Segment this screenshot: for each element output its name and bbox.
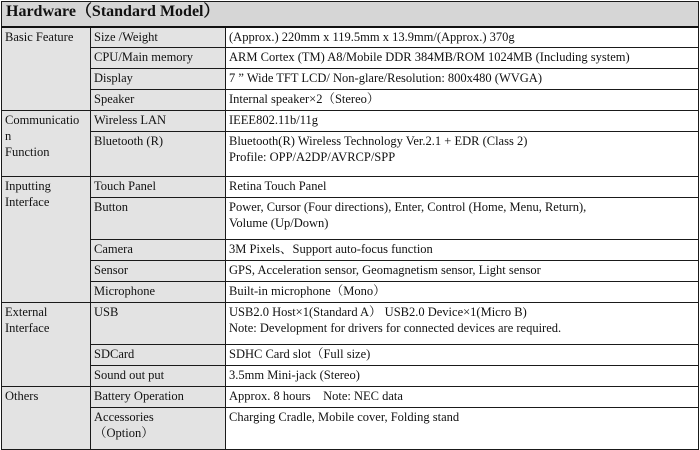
item-label: Sensor: [94, 263, 129, 277]
value-cell: [226, 282, 699, 303]
item-label: Speaker: [94, 92, 135, 106]
value-cell: [226, 132, 699, 177]
value-text: Power, Cursor (Four directions), Enter, Control (Home, Menu, Return), Volume (Up/Down): [229, 200, 587, 230]
table-row: [2, 90, 699, 111]
item-cell: [91, 303, 226, 345]
item-label: USB: [94, 305, 119, 319]
value-text: Retina Touch Panel: [229, 179, 327, 193]
item-label: Wireless LAN: [94, 113, 167, 127]
item-cell: [91, 240, 226, 261]
item-cell: [91, 366, 226, 387]
spec-table-body: [2, 27, 699, 450]
value-cell: [226, 198, 699, 240]
item-cell: [91, 387, 226, 408]
value-cell: [226, 177, 699, 198]
value-cell: [226, 261, 699, 282]
value-text: Approx. 8 hours Note: NEC data: [229, 389, 403, 403]
category-label: External Interface: [5, 305, 50, 335]
value-cell: [226, 303, 699, 345]
category-cell: [2, 27, 91, 111]
value-cell: [226, 111, 699, 132]
item-cell: [91, 345, 226, 366]
category-label: Basic Feature: [5, 29, 74, 44]
item-label: Display: [94, 71, 133, 85]
category-cell: [2, 303, 91, 387]
value-text: Internal speaker×2（Stereo）: [229, 92, 380, 106]
item-cell: [91, 261, 226, 282]
value-text: 3.5mm Mini-jack (Stereo): [229, 368, 360, 382]
hardware-spec-table: [1, 1, 699, 450]
value-text: IEEE802.11b/11g: [229, 113, 318, 127]
value-cell: [226, 27, 699, 48]
value-text: GPS, Acceleration sensor, Geomagnetism sensor, Light sensor: [229, 263, 541, 277]
item-label: Accessories （Option）: [94, 410, 154, 440]
category-label: Communicatio n Function: [5, 113, 80, 159]
table-row: [2, 240, 699, 261]
table-row: [2, 408, 699, 450]
table-row: [2, 111, 699, 132]
value-cell: [226, 408, 699, 450]
item-label: Camera: [94, 242, 133, 256]
table-row: [2, 303, 699, 345]
item-label: Button: [94, 200, 129, 214]
item-cell: [91, 69, 226, 90]
item-label: Size /Weight: [94, 29, 158, 44]
category-cell: [2, 111, 91, 177]
value-text: 3M Pixels、Support auto-focus function: [229, 242, 433, 256]
category-cell: [2, 177, 91, 303]
item-label: SDCard: [94, 347, 135, 361]
value-text: Charging Cradle, Mobile cover, Folding stand: [229, 410, 460, 424]
value-text: 7 ” Wide TFT LCD/ Non-glare/Resolution: 800x480 (WVGA): [229, 71, 543, 85]
category-cell: [2, 387, 91, 450]
table-row: [2, 27, 699, 48]
table-row: [2, 261, 699, 282]
table-row: [2, 132, 699, 177]
table-row: [2, 48, 699, 69]
table-row: [2, 69, 699, 90]
table-row: [2, 177, 699, 198]
item-cell: [91, 282, 226, 303]
value-cell: [226, 48, 699, 69]
table-row: [2, 198, 699, 240]
value-cell: [226, 366, 699, 387]
value-cell: [226, 345, 699, 366]
value-cell: [226, 387, 699, 408]
item-label: Microphone: [94, 284, 156, 298]
table-row: [2, 282, 699, 303]
category-label: Others: [5, 389, 39, 403]
item-cell: [91, 111, 226, 132]
item-cell: [91, 132, 226, 177]
table-row: [2, 387, 699, 408]
item-cell: [91, 408, 226, 450]
item-label: CPU/Main memory: [94, 50, 193, 64]
item-label: Bluetooth (R): [94, 134, 164, 148]
item-cell: [91, 90, 226, 111]
table-row: [2, 366, 699, 387]
value-text: ARM Cortex (TM) A8/Mobile DDR 384MB/ROM 1024MB (Including system): [229, 50, 630, 64]
item-label: Touch Panel: [94, 179, 156, 193]
value-text: SDHC Card slot（Full size): [229, 347, 371, 361]
value-text: Built-in microphone（Mono）: [229, 284, 386, 298]
item-cell: [91, 198, 226, 240]
table-row: [2, 345, 699, 366]
item-cell: [91, 27, 226, 48]
value-cell: [226, 69, 699, 90]
value-text: Bluetooth(R) Wireless Technology Ver.2.1 + EDR (Class 2) Profile: OPP/A2DP/AVRCP/SPP: [229, 134, 528, 164]
table-title: Hardware（Standard Model）: [2, 2, 699, 27]
value-cell: [226, 90, 699, 111]
item-label: Sound out put: [94, 368, 165, 382]
item-cell: [91, 177, 226, 198]
item-label: Battery Operation: [94, 389, 184, 403]
item-cell: [91, 48, 226, 69]
value-cell: [226, 240, 699, 261]
value-text: USB2.0 Host×1(Standard A） USB2.0 Device×1(Micro B) Note: Development for drivers for connected devices are required.: [229, 305, 562, 335]
value-text: (Approx.) 220mm x 119.5mm x 13.9mm/(Approx.) 370g: [229, 29, 515, 44]
category-label: Inputting Interface: [5, 179, 51, 209]
